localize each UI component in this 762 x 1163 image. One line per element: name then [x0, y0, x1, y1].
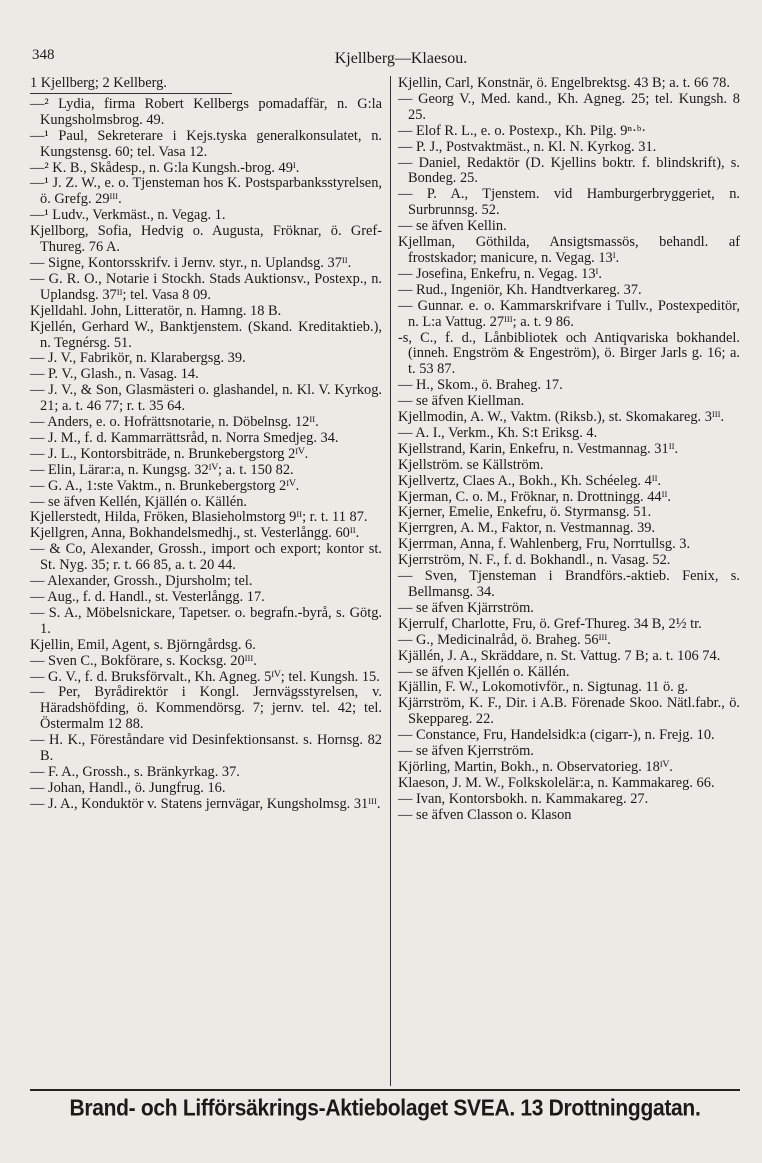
directory-entry: — Johan, Handl., ö. Jungfrug. 16.: [30, 779, 226, 796]
directory-entry: — Anders, e. o. Hofrättsnotarie, n. Döbelnsg. 12ᴵᴵ.: [30, 414, 319, 431]
directory-entry: — S. A., Möbelsnickare, Tapetser. o. begrafn.-byrå, s. Götg. 1.: [30, 604, 382, 637]
directory-entry: — Ivan, Kontorsbokh. n. Kammakareg. 27.: [398, 790, 649, 807]
directory-entry: Kjelldahl. John, Litteratör, n. Hamng. 18 B.: [30, 302, 282, 319]
directory-entry: Kjällin, F. W., Lokomotivför., n. Sigtunag. 11 ö. g.: [398, 679, 689, 696]
directory-entry: — J. L., Kontorsbiträde, n. Brunkebergstorg 2ᴵⱽ.: [30, 445, 309, 462]
directory-entry: — Elof R. L., e. o. Postexp., Kh. Pilg. 9ⁿ·ᵇ·: [398, 122, 647, 139]
directory-entry: — Daniel, Redaktör (D. Kjellins boktr. f. blindskrift), s. Bondeg. 25.: [398, 154, 740, 187]
directory-entry: Kjerrman, Anna, f. Wahlenberg, Fru, Norrtullsg. 3.: [398, 536, 691, 553]
directory-entry: Kjerrgren, A. M., Faktor, n. Vestmannag. 39.: [398, 520, 656, 537]
directory-entry: — se äfven Kellén, Kjällén o. Källén.: [30, 493, 247, 510]
directory-entry: —¹ Ludv., Verkmäst., n. Vegag. 1.: [30, 207, 226, 224]
directory-entry: — Gunnar. e. o. Kammarskrifvare i Tullv., Postexpeditör, n. L:a Vattug. 27ᴵᴵᴵ; a. t. 9 86.: [398, 297, 740, 330]
directory-entry: — Per, Byrådirektör i Kongl. Jernvägsstyrelsen, v. Häradshöfding, ö. Kommendörsg. 7; jernv. tel. 42; tel. Östermalm 12 88.: [30, 684, 382, 733]
directory-entry: 1 Kjellberg; 2 Kellberg.: [30, 76, 232, 94]
directory-entry: — J. A., Konduktör v. Statens jernvägar, Kungsholmsg. 31ᴵᴵᴵ.: [30, 795, 381, 812]
directory-entry: Kjerrström, N. F., f. d. Bokhandl., n. Vasag. 52.: [398, 552, 671, 569]
directory-entry: Kjerner, Emelie, Enkefru, ö. Styrmansg. 51.: [398, 504, 652, 521]
directory-entry: — J. V., & Son, Glasmästeri o. glashandel, n. Kl. V. Kyrkog. 21; a. t. 46 77; r. t. 35 64.: [30, 382, 382, 415]
directory-entry: — Josefina, Enkefru, n. Vegag. 13ᴵ.: [398, 265, 603, 282]
directory-entry: — J. M., f. d. Kammarrättsråd, n. Norra Smedjeg. 34.: [30, 429, 339, 446]
directory-entry: — se äfven Kjärrström.: [398, 599, 534, 616]
directory-entry: — P. V., Glash., n. Vasag. 14.: [30, 366, 199, 383]
column-divider: [390, 76, 391, 1086]
directory-entry: — G. R. O., Notarie i Stockh. Stads Auktionsv., Postexp., n. Uplandsg. 37ᴵᴵ; tel. Vasa 8 09.: [30, 270, 382, 303]
directory-entry: — Elin, Lärar:a, n. Kungsg. 32ᴵⱽ; a. t. 150 82.: [30, 461, 294, 478]
directory-entry: Kjellgren, Anna, Bokhandelsmedhj., st. Vesterlångg. 60ᴵᴵ.: [30, 525, 360, 542]
directory-entry: — Georg V., Med. kand., Kh. Agneg. 25; tel. Kungsh. 8 25.: [398, 90, 740, 123]
directory-entry: —¹ J. Z. W., e. o. Tjensteman hos K. Postsparbanksstyrelsen, ö. Grefg. 29ᴵᴵᴵ.: [30, 175, 382, 208]
directory-entry: Kjellerstedt, Hilda, Fröken, Blasieholmstorg 9ᴵᴵ; r. t. 11 87.: [30, 509, 368, 526]
directory-entry: Kjellin, Carl, Konstnär, ö. Engelbrektsg. 43 B; a. t. 66 78.: [398, 75, 730, 91]
left-column: [30, 76, 382, 813]
directory-entry: Kjellén, Gerhard W., Banktjenstem. (Skand. Kreditaktieb.), n. Tegnérsg. 51.: [30, 318, 382, 351]
directory-entry: Kjörling, Martin, Bokh., n. Observatorieg. 18ᴵⱽ.: [398, 758, 673, 775]
directory-entry: —² Lydia, firma Robert Kellbergs pomadaffär, n. G:la Kungsholmsbrog. 49.: [30, 95, 382, 128]
directory-entry: — G. V., f. d. Bruksförvalt., Kh. Agneg. 5ᴵⱽ; tel. Kungsh. 15.: [30, 668, 380, 685]
directory-entry: — A. I., Verkm., Kh. S:t Eriksg. 4.: [398, 424, 598, 441]
directory-entry: —¹ Paul, Sekreterare i Kejs.tyska generalkonsulatet, n. Kungstensg. 60; tel. Vasa 12.: [30, 127, 382, 160]
directory-entry: Kjellin, Emil, Agent, s. Björngårdsg. 6.: [30, 636, 256, 653]
directory-entry: — se äfven Kiellman.: [398, 393, 525, 410]
directory-entry: — G., Medicinalråd, ö. Braheg. 56ᴵᴵᴵ.: [398, 631, 611, 648]
directory-entry: — se äfven Classon o. Klason: [398, 806, 572, 823]
directory-entry: — P. A., Tjenstem. vid Hamburgerbryggeriet, n. Surbrunnsg. 52.: [398, 186, 740, 219]
directory-entry: Kjellvertz, Claes A., Bokh., Kh. Schéeleg. 4ᴵᴵ.: [398, 472, 662, 489]
right-column: [398, 76, 740, 824]
directory-entry: — G. A., 1:ste Vaktm., n. Brunkebergstorg 2ᴵⱽ.: [30, 477, 300, 494]
directory-entry: -s, C., f. d., Lånbibliotek och Antiqvariska bokhandel. (inneh. Engström & Engeström), ö. Birger Jarls g. 16; a. t. 53 87.: [398, 329, 740, 378]
directory-entry: — Sven C., Bokförare, s. Kocksg. 20ᴵᴵᴵ.: [30, 652, 257, 669]
advertisement: Brand- och Lifförsäkrings-Aktiebolaget SVEA. 13 Drottninggatan.: [69, 1095, 701, 1122]
directory-entry: — J. V., Fabrikör, n. Klarabergsg. 39.: [30, 350, 246, 367]
directory-entry: Klaeson, J. M. W., Folkskolelär:a, n. Kammakareg. 66.: [398, 774, 715, 791]
directory-entry: Kjellman, Göthilda, Ansigtsmassös, behandl. af frostskador; manicure, n. Vegag. 13ᴵ.: [398, 234, 740, 266]
running-head: Kjellberg—Klaesou.: [334, 50, 468, 67]
directory-entry: Kjellström. se Källström.: [398, 456, 544, 473]
directory-entry: — Signe, Kontorsskrifv. i Jernv. styr., n. Uplandsg. 37ᴵᴵ.: [30, 254, 352, 271]
directory-entry: — Sven, Tjensteman i Brandförs.-aktieb. Fenix, s. Bellmansg. 34.: [398, 568, 740, 600]
directory-entry: — H., Skom., ö. Braheg. 17.: [398, 377, 563, 394]
directory-entry: — se äfven Kjellén o. Källén.: [398, 663, 570, 680]
directory-entry: Kjellmodin, A. W., Vaktm. (Riksb.), st. Skomakareg. 3ᴵᴵᴵ.: [398, 409, 725, 426]
directory-entry: — Alexander, Grossh., Djursholm; tel.: [30, 573, 253, 590]
directory-entry: — Rud., Ingeniör, Kh. Handtverkareg. 37.: [398, 281, 642, 298]
directory-entry: Kjerman, C. o. M., Fröknar, n. Drottningg. 44ᴵᴵ.: [398, 488, 671, 505]
directory-entry: — & Co, Alexander, Grossh., import och export; kontor st. St. Nyg. 35; r. t. 66 85, a. t. 20 44.: [30, 541, 382, 574]
directory-entry: Kjerrulf, Charlotte, Fru, ö. Gref-Thureg. 34 B, 2½ tr.: [398, 615, 702, 632]
directory-entry: —² K. B., Skådesp., n. G:la Kungsh.-brog. 49ᴵ.: [30, 159, 300, 176]
footer-rule: [30, 1089, 740, 1091]
directory-entry: — F. A., Grossh., s. Bränkyrkag. 37.: [30, 763, 240, 780]
directory-entry: — se äfven Kellin.: [398, 218, 507, 235]
directory-entry: Kjällén, J. A., Skräddare, n. St. Vattug. 7 B; a. t. 106 74.: [398, 647, 721, 664]
directory-entry: — Constance, Fru, Handelsidk:a (cigarr-), n. Frejg. 10.: [398, 727, 715, 744]
directory-entry: — Aug., f. d. Handl., st. Vesterlångg. 17.: [30, 589, 265, 605]
directory-entry: — se äfven Kjerrström.: [398, 743, 534, 760]
directory-entry: Kjellstrand, Karin, Enkefru, n. Vestmannag. 31ᴵᴵ.: [398, 440, 679, 457]
directory-entry: Kjärrström, K. F., Dir. i A.B. Förenade Skoo. Nätl.fabr., ö. Skeppareg. 22.: [398, 695, 740, 728]
directory-entry: — H. K., Föreståndare vid Desinfektionsanst. s. Hornsg. 82 B.: [30, 732, 382, 765]
page-number: 348: [32, 47, 55, 63]
directory-entry: Kjellborg, Sofia, Hedvig o. Augusta, Fröknar, ö. Gref-Thureg. 76 A.: [30, 223, 382, 256]
directory-entry: — P. J., Postvaktmäst., n. Kl. N. Kyrkog. 31.: [398, 138, 657, 155]
